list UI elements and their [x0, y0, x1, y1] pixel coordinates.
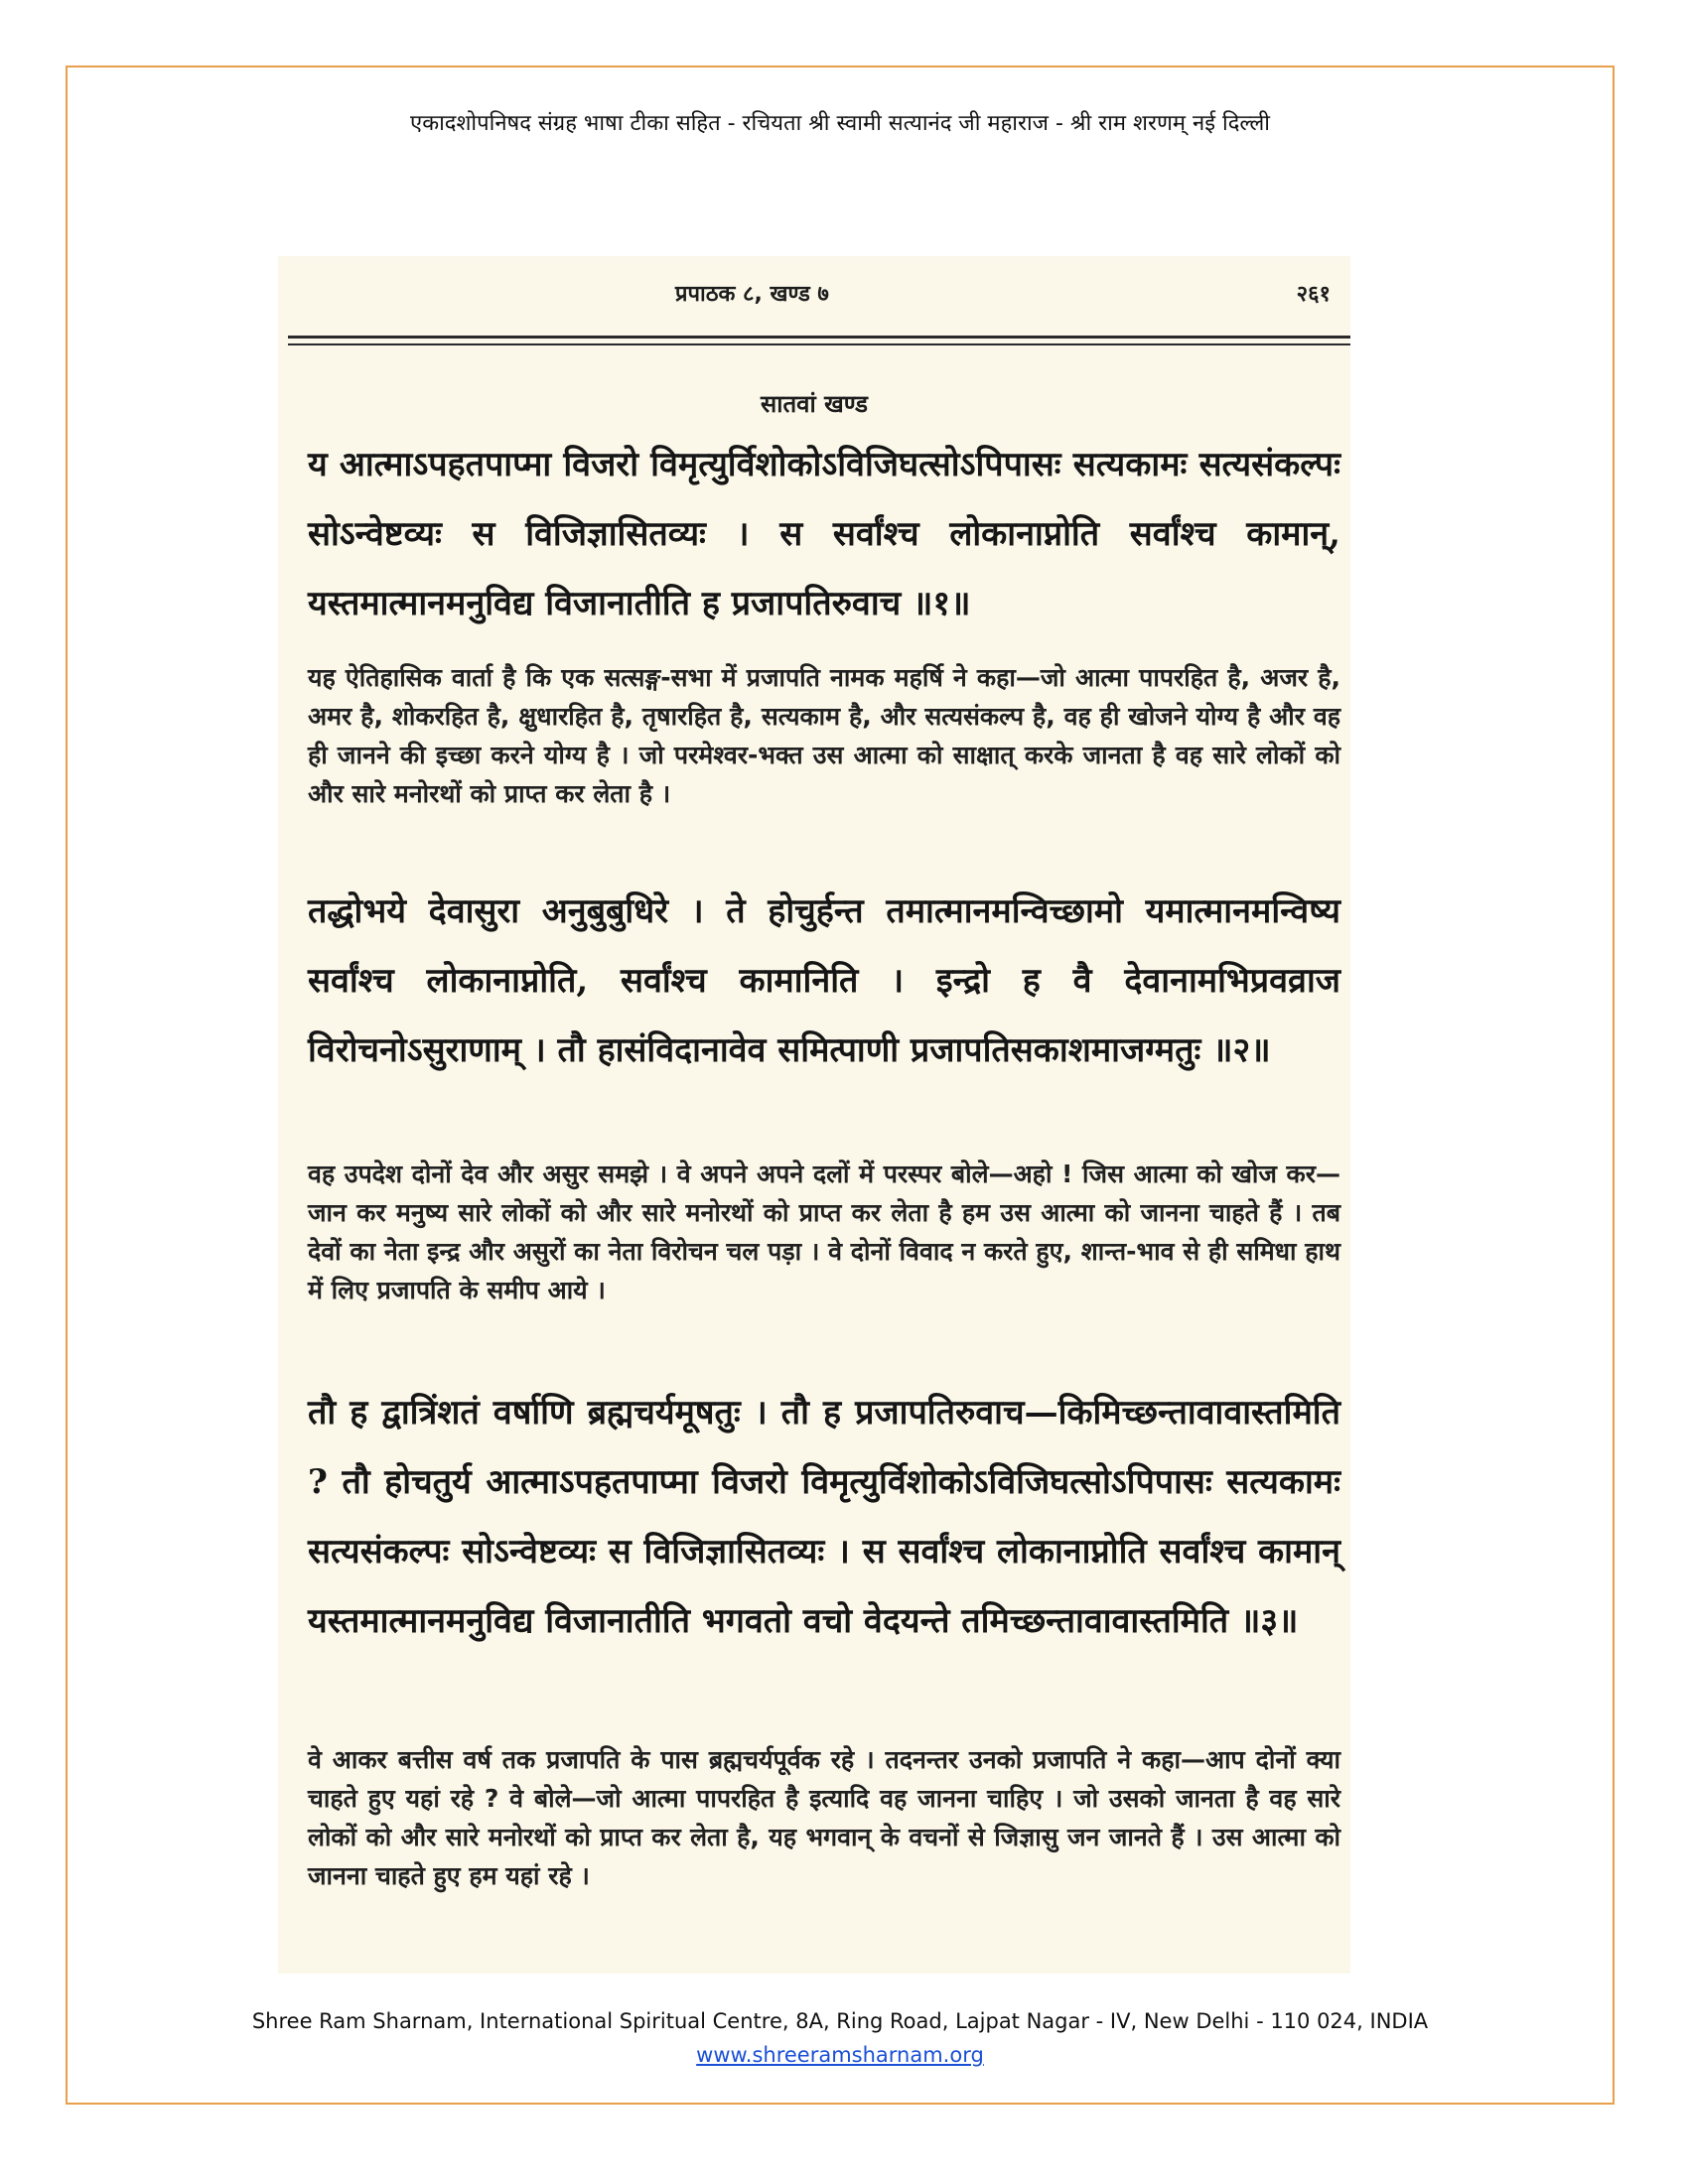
running-head: [278, 278, 1350, 314]
verse-2: तद्धोभये देवासुरा अनुबुबुधिरे । ते होचुर्हन्त तमात्मानमन्विच्छामो यमात्मानमन्विष्य सर्वांश्च लोकानाप्नोति, सर्वांश्च कामानिति । इन्द्रो ह वै देवानामभिप्रवव्राज विरोचनोऽसुराणाम् । तौ हासंविदानावेव समित्पाणी प्रजापतिसकाशमाजग्मतुः ॥२॥: [308, 891, 1340, 1070]
header-rule-top: [288, 336, 1350, 339]
verse-1: य आत्माऽपहतपाप्मा विजरो विमृत्युर्विशोकोऽविजिघत्सोऽपिपासः सत्यकामः सत्यसंकल्पः सोऽन्वेष्टव्यः स विजिज्ञासितव्यः । स सर्वांश्च लोकानाप्नोति सर्वांश्च कामान्, यस्तमात्मानमनुविद्य विजानातीति ह प्रजापतिरुवाच ॥१॥: [308, 445, 1340, 623]
scanned-page: [278, 256, 1350, 1974]
page-header-title: एकादशोपनिषद संग्रह भाषा टीका सहित - रचियता श्री स्वामी सत्यानंद जी महाराज - श्री राम शरणम् नई दिल्ली: [410, 111, 1270, 136]
section-title: सातवां खण्ड: [761, 390, 868, 418]
footer-address: Shree Ram Sharnam, International Spiritual Centre, 8A, Ring Road, Lajpat Nagar - IV, New Delhi - 110 024, INDIA: [251, 2009, 1429, 2033]
website-link[interactable]: www.shreeramsharnam.org: [696, 2043, 984, 2067]
commentary-3: वे आकर बत्तीस वर्ष तक प्रजापति के पास ब्रह्मचर्यपूर्वक रहे । तदनन्तर उनको प्रजापति ने कहा—आप दोनों क्या चाहते हुए यहां रहे ? वे बोले—जो आत्मा पापरहित है इत्यादि वह जानना चाहिए । जो उसको जानता है वह सारे लोकों को और सारे मनोरथों को प्राप्त कर लेता है, यह भगवान् के वचनों से जिज्ञासु जन जानते हैं । उस आत्मा को जानना चाहते हुए हम यहां रहे ।: [308, 1745, 1340, 1890]
verse-3: तौ ह द्वात्रिंशतं वर्षाणि ब्रह्मचर्यमूषतुः । तौ ह प्रजापतिरुवाच—किमिच्छन्तावावास्तमिति ? तौ होचतुर्य आत्माऽपहतपाप्मा विजरो विमृत्युर्विशोकोऽविजिघत्सोऽपिपासः सत्यकामः सत्यसंकल्पः सोऽन्वेष्टव्यः स विजिज्ञासितव्यः । स सर्वांश्च लोकानाप्नोति सर्वांश्च कामान् यस्तमात्मानमनुविद्य विजानातीति भगवतो वचो वेदयन्ते तमिच्छन्तावावास्तमिति ॥३॥: [308, 1393, 1340, 1641]
page-number: २६१: [1296, 282, 1331, 307]
commentary-1: यह ऐतिहासिक वार्ता है कि एक सत्सङ्ग-सभा में प्रजापति नामक महर्षि ने कहा—जो आत्मा पापरहित है, अजर है, अमर है, शोकरहित है, क्षुधारहित है, तृषारहित है, सत्यकाम है, और सत्यसंकल्प है, वह ही खोजने योग्य है और वह ही जानने की इच्छा करने योग्य है । जो परमेश्वर-भक्त उस आत्मा को साक्षात् करके जानता है वह सारे लोकों को और सारे मनोरथों को प्राप्त कर लेता है ।: [308, 663, 1340, 808]
commentary-2: वह उपदेश दोनों देव और असुर समझे । वे अपने अपने दलों में परस्पर बोले—अहो ! जिस आत्मा को खोज कर—जान कर मनुष्य सारे लोकों को और सारे मनोरथों को प्राप्त कर लेता है हम उस आत्मा को जानना चाहते हैं । तब देवों का नेता इन्द्र और असुरों का नेता विरोचन चल पड़ा । वे दोनों विवाद न करते हुए, शान्त-भाव से ही समिधा हाथ में लिए प्रजापति के समीप आये ।: [308, 1160, 1340, 1304]
chapter-section-label: प्रपाठक ८, खण्ड ७: [675, 282, 829, 307]
header-rule-bottom: [288, 343, 1350, 345]
